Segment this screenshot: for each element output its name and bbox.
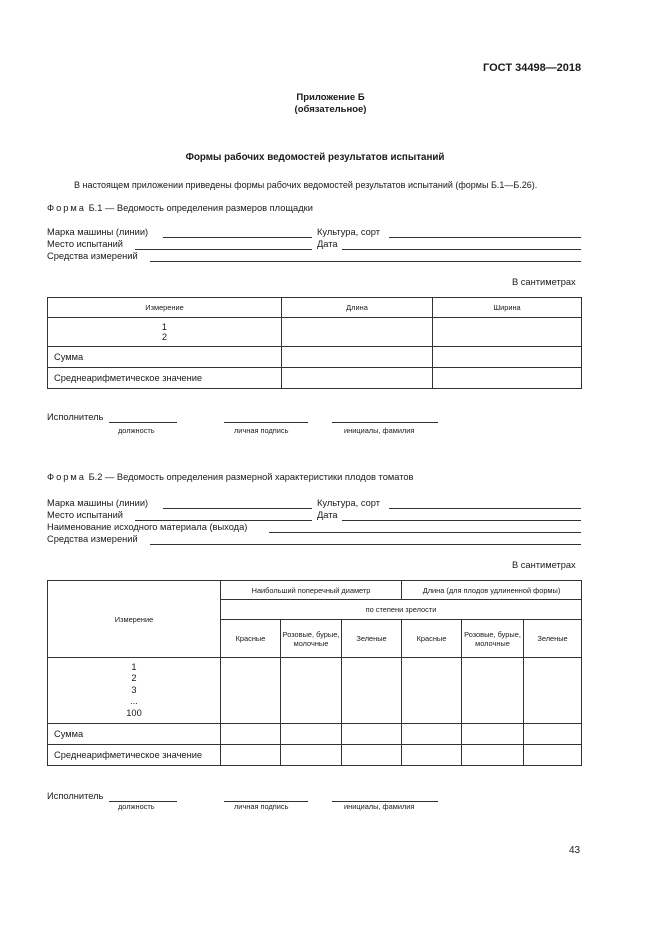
- executor1-signature-caption: личная подпись: [234, 426, 289, 435]
- form2-table: [47, 580, 582, 766]
- form1-row-2: 2: [161, 332, 168, 342]
- form2-mean-cell[interactable]: [342, 745, 402, 766]
- form2-row-1: 1: [131, 661, 137, 672]
- form2-row-100: 100: [126, 707, 142, 718]
- form2-col-pink-2: Розовые, бурые, молочные: [462, 620, 524, 658]
- form1-prefix: Форма: [47, 203, 86, 213]
- form2-col-green-2: Зеленые: [524, 620, 582, 658]
- form1-sum-length[interactable]: [282, 347, 433, 368]
- form2-row-numbers: [48, 658, 221, 724]
- field-means-line[interactable]: [150, 261, 581, 262]
- form2-mean-cell[interactable]: [281, 745, 342, 766]
- field-date-line[interactable]: [342, 249, 581, 250]
- form2-sum-cell[interactable]: [221, 724, 281, 745]
- form1-col-width: Ширина: [433, 298, 582, 318]
- standard-number: ГОСТ 34498—2018: [483, 62, 582, 74]
- form2-title: Б.2 — Ведомость определения размерной характеристики плодов томатов: [88, 472, 414, 482]
- form2-cell[interactable]: [462, 658, 524, 724]
- form2-crop-line[interactable]: [389, 508, 581, 509]
- form2-cell[interactable]: [402, 658, 462, 724]
- form2-mean-cell[interactable]: [524, 745, 582, 766]
- form1-mean-width[interactable]: [433, 368, 582, 389]
- field-place-line[interactable]: [135, 249, 312, 250]
- annex-title: Приложение Б: [296, 92, 365, 103]
- form2-sum-cell[interactable]: [281, 724, 342, 745]
- form2-row-ellipsis: ...: [130, 696, 138, 707]
- form1-row-numbers: [48, 318, 282, 347]
- field-means-label: Средства измерений: [47, 251, 138, 261]
- form1-row-1: 1: [161, 322, 168, 332]
- form2-col-red-1: Красные: [221, 620, 281, 658]
- field-machine-label: Марка машины (линии): [47, 227, 149, 237]
- form2-sum-cell[interactable]: [402, 724, 462, 745]
- form2-cell[interactable]: [281, 658, 342, 724]
- form1-mean-length[interactable]: [282, 368, 433, 389]
- form2-row-2: 2: [131, 673, 137, 684]
- field-crop-label: Культура, сорт: [317, 227, 380, 237]
- form2-mean-cell[interactable]: [462, 745, 524, 766]
- form2-group-diameter: Наибольший поперечный диаметр: [221, 581, 402, 600]
- form2-heading: [47, 472, 413, 482]
- form2-machine-line[interactable]: [163, 508, 312, 509]
- form2-row-3: 3: [131, 684, 137, 695]
- field-crop-line[interactable]: [389, 237, 581, 238]
- form1-table: [47, 297, 582, 389]
- form1-sum-label: Сумма: [48, 347, 282, 368]
- form2-machine-label: Марка машины (линии): [47, 498, 149, 508]
- form1-sum-width[interactable]: [433, 347, 582, 368]
- form2-date-line[interactable]: [342, 520, 581, 521]
- form2-units: В сантиметрах: [512, 560, 576, 570]
- executor1-label: Исполнитель: [47, 412, 104, 422]
- form2-sum-label: Сумма: [48, 724, 221, 745]
- form1-cell-width[interactable]: [433, 318, 582, 347]
- form2-cell[interactable]: [221, 658, 281, 724]
- form2-cell[interactable]: [342, 658, 402, 724]
- form1-units: В сантиметрах: [512, 277, 576, 287]
- executor1-initials-caption: инициалы, фамилия: [344, 426, 415, 435]
- page-number: 43: [569, 845, 581, 856]
- form2-cell[interactable]: [524, 658, 582, 724]
- intro-text: В настоящем приложении приведены формы рабочих ведомостей результатов испытаний (формы Б.1—Б.26).: [74, 180, 538, 190]
- form2-sum-cell[interactable]: [462, 724, 524, 745]
- form2-means-label: Средства измерений: [47, 534, 138, 544]
- form1-col-length: Длина: [282, 298, 433, 318]
- form2-source-label: Наименование исходного материала (выхода): [47, 522, 248, 532]
- form2-place-label: Место испытаний: [47, 510, 123, 520]
- form2-col-pink-1: Розовые, бурые, молочные: [281, 620, 342, 658]
- form2-col-red-2: Красные: [402, 620, 462, 658]
- form2-prefix: Форма: [47, 472, 86, 482]
- field-place-label: Место испытаний: [47, 239, 123, 249]
- executor1-position-line[interactable]: [109, 422, 177, 423]
- executor2-position-caption: должность: [118, 802, 155, 811]
- form1-mean-label: Среднеарифметическое значение: [48, 368, 282, 389]
- executor1-position-caption: должность: [118, 426, 155, 435]
- executor2-label: Исполнитель: [47, 791, 104, 801]
- form2-col-green-1: Зеленые: [342, 620, 402, 658]
- section-title: Формы рабочих ведомостей результатов испытаний: [185, 152, 445, 163]
- executor2-initials-caption: инициалы, фамилия: [344, 802, 415, 811]
- form1-col-measure: Измерение: [48, 298, 282, 318]
- form2-mean-cell[interactable]: [402, 745, 462, 766]
- form2-sum-cell[interactable]: [524, 724, 582, 745]
- field-machine-line[interactable]: [163, 237, 312, 238]
- form1-heading: [47, 203, 313, 213]
- executor2-signature-caption: личная подпись: [234, 802, 289, 811]
- form2-means-line[interactable]: [150, 544, 581, 545]
- annex-status: (обязательное): [294, 104, 367, 115]
- form2-mean-cell[interactable]: [221, 745, 281, 766]
- form2-group-length: Длина (для плодов удлиненной формы): [402, 581, 582, 600]
- form2-source-line[interactable]: [269, 532, 581, 533]
- form2-maturity: по степени зрелости: [221, 600, 582, 620]
- form2-sum-cell[interactable]: [342, 724, 402, 745]
- form2-place-line[interactable]: [135, 520, 312, 521]
- form2-crop-label: Культура, сорт: [317, 498, 380, 508]
- form2-date-label: Дата: [317, 510, 338, 520]
- field-date-label: Дата: [317, 239, 338, 249]
- form1-title: Б.1 — Ведомость определения размеров площадки: [88, 203, 313, 213]
- executor1-signature-line[interactable]: [224, 422, 308, 423]
- form2-mean-label: Среднеарифметическое значение: [48, 745, 221, 766]
- form1-cell-length[interactable]: [282, 318, 433, 347]
- form2-col-measure: Измерение: [48, 581, 221, 658]
- executor1-initials-line[interactable]: [332, 422, 438, 423]
